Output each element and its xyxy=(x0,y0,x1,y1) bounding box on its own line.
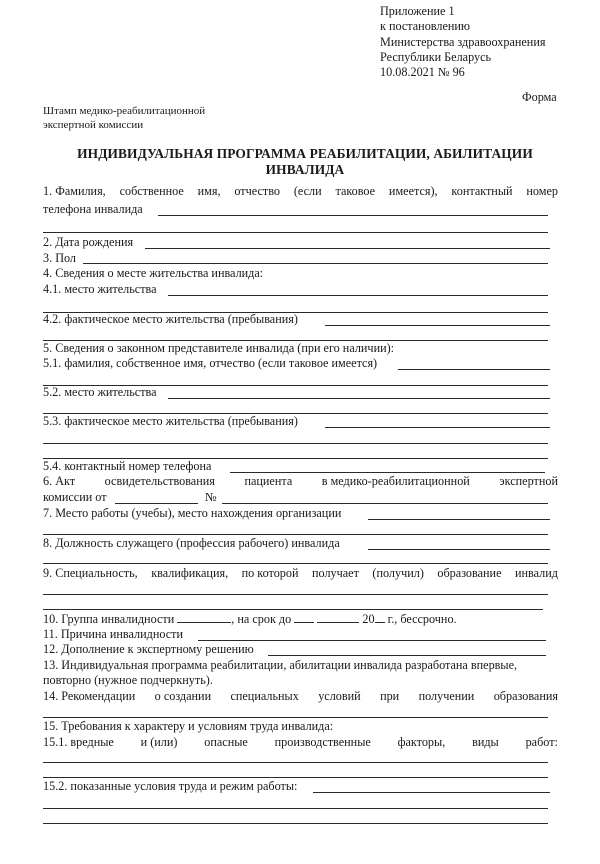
appendix-line: к постановлению xyxy=(380,19,471,34)
field-4-1-input-line[interactable] xyxy=(168,295,548,296)
word: (получил) xyxy=(372,566,424,580)
stamp-label xyxy=(43,104,205,132)
field-4-1-label: 4.1. место жительства xyxy=(43,282,157,296)
field-5-3-input-line[interactable] xyxy=(325,427,550,428)
field-3-input-line[interactable] xyxy=(83,263,548,264)
word: 9. Специальность, xyxy=(43,566,138,580)
field-15-1-input-line-2[interactable] xyxy=(43,777,548,778)
field-11-label: 11. Причина инвалидности xyxy=(43,627,184,641)
field-8-input-line[interactable] xyxy=(368,549,550,550)
word: квалификация, xyxy=(151,566,229,580)
word: отчество xyxy=(234,184,280,198)
field-15-1-input-line[interactable] xyxy=(43,762,548,763)
field-9-input-line-2[interactable] xyxy=(43,609,543,610)
appendix-reference xyxy=(380,4,545,80)
word: о создании xyxy=(154,689,212,703)
term-day-input[interactable] xyxy=(294,611,314,623)
word: имя, xyxy=(197,184,221,198)
field-6-date-input-line[interactable] xyxy=(115,503,198,504)
field-5-1-label: 5.1. фамилия, собственное имя, отчество (если таковое имеется) xyxy=(43,356,378,370)
term-year-prefix: 20 xyxy=(362,612,375,626)
term-suffix: г., бессрочно. xyxy=(387,612,457,626)
field-4-2-label: 4.2. фактическое место жительства (пребывания) xyxy=(43,312,298,326)
word: факторы, xyxy=(397,735,446,749)
term-month-input[interactable] xyxy=(317,611,359,623)
field-9-label xyxy=(43,566,558,581)
word: работ: xyxy=(525,735,558,749)
field-6-number-sign: № xyxy=(205,490,217,504)
word: 1. Фамилия, xyxy=(43,184,106,198)
field-2-input-line[interactable] xyxy=(145,248,550,249)
field-6-label xyxy=(43,474,558,489)
field-9-input-line[interactable] xyxy=(43,594,548,595)
field-1-continuation: телефона инвалида xyxy=(43,202,143,216)
word: образование xyxy=(437,566,502,580)
appendix-line: 10.08.2021 № 96 xyxy=(380,65,465,80)
field-13-label: 13. Индивидуальная программа реабилитации, абилитации инвалида разработана впервые, xyxy=(43,658,518,672)
document-title xyxy=(40,146,570,177)
field-5-label: 5. Сведения о законном представителе инвалида (при его наличии): xyxy=(43,341,395,355)
term-year-input[interactable] xyxy=(375,611,385,623)
word: экспертной xyxy=(499,474,558,488)
word: пациента xyxy=(244,474,293,488)
term-label: , на срок до xyxy=(231,612,292,626)
word: освидетельствования xyxy=(104,474,215,488)
field-6-number-input-line[interactable] xyxy=(222,503,548,504)
field-15-1-label xyxy=(43,735,558,750)
word: производственные xyxy=(274,735,371,749)
word: 6. Акт xyxy=(43,474,76,488)
word: 14. Рекомендации xyxy=(43,689,136,703)
field-15-2-input-line-3[interactable] xyxy=(43,823,548,824)
title-line: ИНВАЛИДА xyxy=(265,161,345,177)
field-4-2-input-line[interactable] xyxy=(325,325,550,326)
stamp-line: экспертной комиссии xyxy=(43,119,144,131)
field-12-label: 12. Дополнение к экспертному решению xyxy=(43,642,254,656)
field-15-2-label: 15.2. показанные условия труда и режим работы: xyxy=(43,779,298,793)
field-3-label: 3. Пол xyxy=(43,251,77,265)
field-7-label: 7. Место работы (учебы), место нахождения организации xyxy=(43,506,342,520)
appendix-line: Министерства здравоохранения xyxy=(380,34,546,49)
word: при xyxy=(380,689,400,703)
field-15-2-input-line[interactable] xyxy=(313,792,550,793)
field-5-4-input-line[interactable] xyxy=(230,472,545,473)
field-7-input-line[interactable] xyxy=(368,519,550,520)
field-15-2-input-line-2[interactable] xyxy=(43,808,548,809)
word: контактный xyxy=(451,184,513,198)
field-5-3-label: 5.3. фактическое место жительства (пребывания) xyxy=(43,414,298,428)
field-12-input-line[interactable] xyxy=(268,655,546,656)
word: виды xyxy=(472,735,499,749)
word: условий xyxy=(318,689,361,703)
word: (если xyxy=(293,184,322,198)
disability-group-label: 10. Группа инвалидности xyxy=(43,612,175,626)
field-5-1-input-line[interactable] xyxy=(398,369,550,370)
field-10-label xyxy=(43,611,457,627)
title-line: ИНДИВИДУАЛЬНАЯ ПРОГРАММА РЕАБИЛИТАЦИИ, АБИЛИТАЦИИ xyxy=(77,146,533,161)
field-4-label: 4. Сведения о месте жительства инвалида: xyxy=(43,266,264,280)
disability-group-input[interactable] xyxy=(177,611,231,623)
field-6-continuation-a: комиссии от xyxy=(43,490,107,504)
word: номер xyxy=(526,184,558,198)
field-15-label: 15. Требования к характеру и условиям труда инвалида: xyxy=(43,719,334,733)
field-13-label-continuation[interactable]: повторно (нужное подчеркнуть). xyxy=(43,673,213,687)
word: 15.1. вредные xyxy=(43,735,114,749)
form-label: Форма xyxy=(522,90,557,104)
field-14-label xyxy=(43,689,558,704)
field-11-input-line[interactable] xyxy=(198,640,546,641)
field-1-label xyxy=(43,184,558,199)
word: имеется), xyxy=(388,184,438,198)
word: инвалид xyxy=(514,566,558,580)
word: по которой xyxy=(241,566,299,580)
field-5-3-input-line-2[interactable] xyxy=(43,443,548,444)
word: образования xyxy=(493,689,558,703)
field-8-label: 8. Должность служащего (профессия рабочего) инвалида xyxy=(43,536,340,550)
field-14-input-line[interactable] xyxy=(43,717,548,718)
word: специальных xyxy=(230,689,299,703)
field-1-input-line-2[interactable] xyxy=(43,232,548,233)
appendix-line: Республики Беларусь xyxy=(380,49,492,64)
word: таковое xyxy=(335,184,376,198)
stamp-line: Штамп медико-реабилитационной xyxy=(43,105,206,117)
word: и (или) xyxy=(140,735,178,749)
word: собственное xyxy=(119,184,184,198)
word: получает xyxy=(312,566,359,580)
field-2-label: 2. Дата рождения xyxy=(43,235,134,249)
word: в медико-реабилитационной xyxy=(321,474,470,488)
field-1-input-line[interactable] xyxy=(158,215,548,216)
field-7-input-line-2[interactable] xyxy=(43,534,548,535)
word: получении xyxy=(418,689,475,703)
field-5-4-label: 5.4. контактный номер телефона xyxy=(43,459,212,473)
appendix-line: Приложение 1 xyxy=(380,4,455,18)
word: опасные xyxy=(204,735,248,749)
field-5-2-label: 5.2. место жительства xyxy=(43,385,157,399)
field-8-input-line-2[interactable] xyxy=(43,563,548,564)
field-5-2-input-line[interactable] xyxy=(168,398,550,399)
